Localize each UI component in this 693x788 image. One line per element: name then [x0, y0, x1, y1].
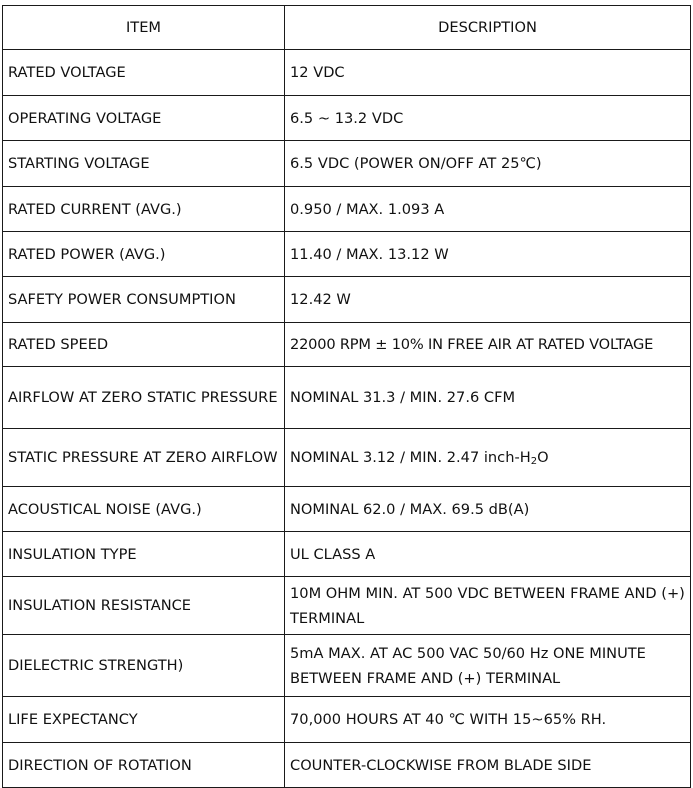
description-cell: 11.40 / MAX. 13.12 W — [285, 232, 691, 277]
description-cell: 6.5 ~ 13.2 VDC — [285, 96, 691, 141]
item-cell: SAFETY POWER CONSUMPTION — [3, 277, 285, 323]
table-row — [3, 232, 691, 277]
item-cell: INSULATION TYPE — [3, 532, 285, 577]
table-row — [3, 50, 691, 96]
item-cell: INSULATION RESISTANCE — [3, 577, 285, 635]
item-cell: DIELECTRIC STRENGTH) — [3, 635, 285, 697]
description-cell: UL CLASS A — [285, 532, 691, 577]
description-cell: COUNTER-CLOCKWISE FROM BLADE SIDE — [285, 743, 691, 788]
item-cell: RATED POWER (AVG.) — [3, 232, 285, 277]
item-cell: AIRFLOW AT ZERO STATIC PRESSURE — [3, 367, 285, 429]
table-row — [3, 429, 691, 487]
table-row — [3, 487, 691, 532]
item-cell: ACOUSTICAL NOISE (AVG.) — [3, 487, 285, 532]
description-cell: 10M OHM MIN. AT 500 VDC BETWEEN FRAME AND (+) TERMINAL — [285, 577, 691, 635]
table-row — [3, 323, 691, 367]
spec-table — [2, 5, 691, 788]
item-cell: OPERATING VOLTAGE — [3, 96, 285, 141]
table-row — [3, 277, 691, 323]
description-cell: 70,000 HOURS AT 40 ℃ WITH 15~65% RH. — [285, 697, 691, 743]
description-cell: 12 VDC — [285, 50, 691, 96]
description-cell: NOMINAL 62.0 / MAX. 69.5 dB(A) — [285, 487, 691, 532]
description-cell: 12.42 W — [285, 277, 691, 323]
subscript-text: 2 — [530, 456, 538, 467]
description-text: NOMINAL 3.12 / MIN. 2.47 inch-H — [290, 449, 531, 466]
description-cell — [285, 429, 691, 487]
header-description: DESCRIPTION — [285, 6, 691, 50]
description-text-suffix: O — [537, 449, 549, 466]
item-cell: RATED CURRENT (AVG.) — [3, 187, 285, 232]
description-cell: 5mA MAX. AT AC 500 VAC 50/60 Hz ONE MINUTE BETWEEN FRAME AND (+) TERMINAL — [285, 635, 691, 697]
item-cell: LIFE EXPECTANCY — [3, 697, 285, 743]
item-cell: STATIC PRESSURE AT ZERO AIRFLOW — [3, 429, 285, 487]
table-row — [3, 367, 691, 429]
table-header-row — [3, 6, 691, 50]
description-cell: NOMINAL 31.3 / MIN. 27.6 CFM — [285, 367, 691, 429]
item-cell: RATED SPEED — [3, 323, 285, 367]
table-row — [3, 141, 691, 187]
table-row — [3, 743, 691, 788]
item-cell: RATED VOLTAGE — [3, 50, 285, 96]
description-cell: 0.950 / MAX. 1.093 A — [285, 187, 691, 232]
table-row — [3, 187, 691, 232]
header-item: ITEM — [3, 6, 285, 50]
table-row — [3, 96, 691, 141]
description-cell: 6.5 VDC (POWER ON/OFF AT 25℃) — [285, 141, 691, 187]
table-row — [3, 532, 691, 577]
table-row — [3, 635, 691, 697]
item-cell: STARTING VOLTAGE — [3, 141, 285, 187]
table-row — [3, 697, 691, 743]
description-cell: 22000 RPM ± 10% IN FREE AIR AT RATED VOLTAGE — [285, 323, 691, 367]
table-row — [3, 577, 691, 635]
item-cell: DIRECTION OF ROTATION — [3, 743, 285, 788]
